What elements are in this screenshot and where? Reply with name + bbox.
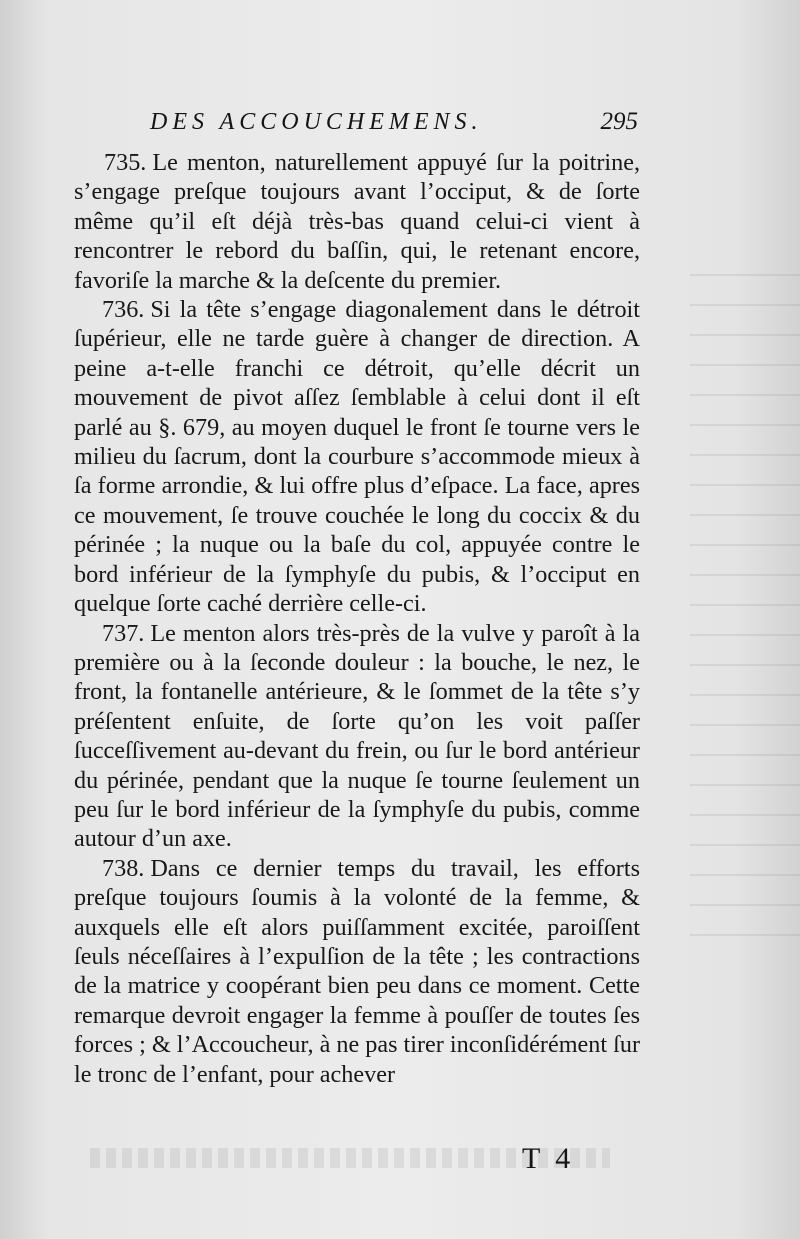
paragraph-text: Le menton alors très-près de la vulve y paroît à la première ou à la ſeconde douleur : la bouche, le nez, le front, la fontanelle antérieure, & le ſommet de la tête s’y préſentent enſuite, de ſorte qu’on les voit paſſer ſucceſſivement au-devant du frein, ou ſur le bord antérieur du périnée, pendant que la nuque ſe tourne ſeulement un peu ſur le bord inférieur de la ſymphyſe du pubis, comme autour d’un axe. <box>74 619 640 853</box>
page-number: 295 <box>600 108 638 135</box>
running-head: DES ACCOUCHEMENS. <box>150 109 483 135</box>
paragraph-number: 738. <box>102 854 145 882</box>
page-header <box>150 108 638 136</box>
paragraph-737 <box>74 619 640 854</box>
page-body <box>74 148 640 1089</box>
show-through-texture <box>690 250 800 950</box>
paragraph-text: Dans ce dernier temps du travail, les efforts preſque toujours ſoumis à la volonté de la femme, & auxquels elle eſt alors puiſſamment excitée, paroiſſent ſeuls néceſſaires à l’expulſion de la tête ; les contractions de la matrice y coopérant bien peu dans ce moment. Cette remarque devroit engager la femme à pouſſer de toutes ſes forces ; & l’Accoucheur, à ne pas tirer inconſidérément ſur le tronc de l’enfant, pour achever <box>74 854 640 1088</box>
paragraph-number: 736. <box>102 296 145 324</box>
signature-mark: T 4 <box>522 1142 575 1175</box>
paragraph-number: 735. <box>104 149 147 176</box>
paragraph-735 <box>74 148 640 295</box>
paragraph-text: Le menton, naturellement appuyé ſur la poitrine, s’engage preſque toujours avant l’occiput, & de ſorte même qu’il eſt déjà très-bas quand celui-ci vient à rencontrer le rebord du baſſin, qui, le retenant encore, favoriſe la marche & la deſcente du premier. <box>74 149 640 294</box>
paragraph-text: Si la tête s’engage diagonalement dans le détroit ſupérieur, elle ne tarde guère à changer de direction. A peine a-t-elle franchi ce détroit, qu’elle décrit un mouvement de pivot aſſez ſemblable à celui dont il eſt parlé au §. 679, au moyen duquel le front ſe tourne vers le milieu du ſacrum, dont la courbure s’accommode mieux à ſa forme arrondie, & lui offre plus d’eſpace. La face, apres ce mouvement, ſe trouve couchée le long du coccix & du périnée ; la nuque ou la baſe du col, appuyée contre le bord inférieur de la ſymphyſe du pubis, & l’occiput en quelque ſorte caché derrière celle-ci. <box>74 296 640 618</box>
paragraph-738 <box>74 854 640 1089</box>
paragraph-736 <box>74 295 640 618</box>
paragraph-number: 737. <box>102 619 145 647</box>
